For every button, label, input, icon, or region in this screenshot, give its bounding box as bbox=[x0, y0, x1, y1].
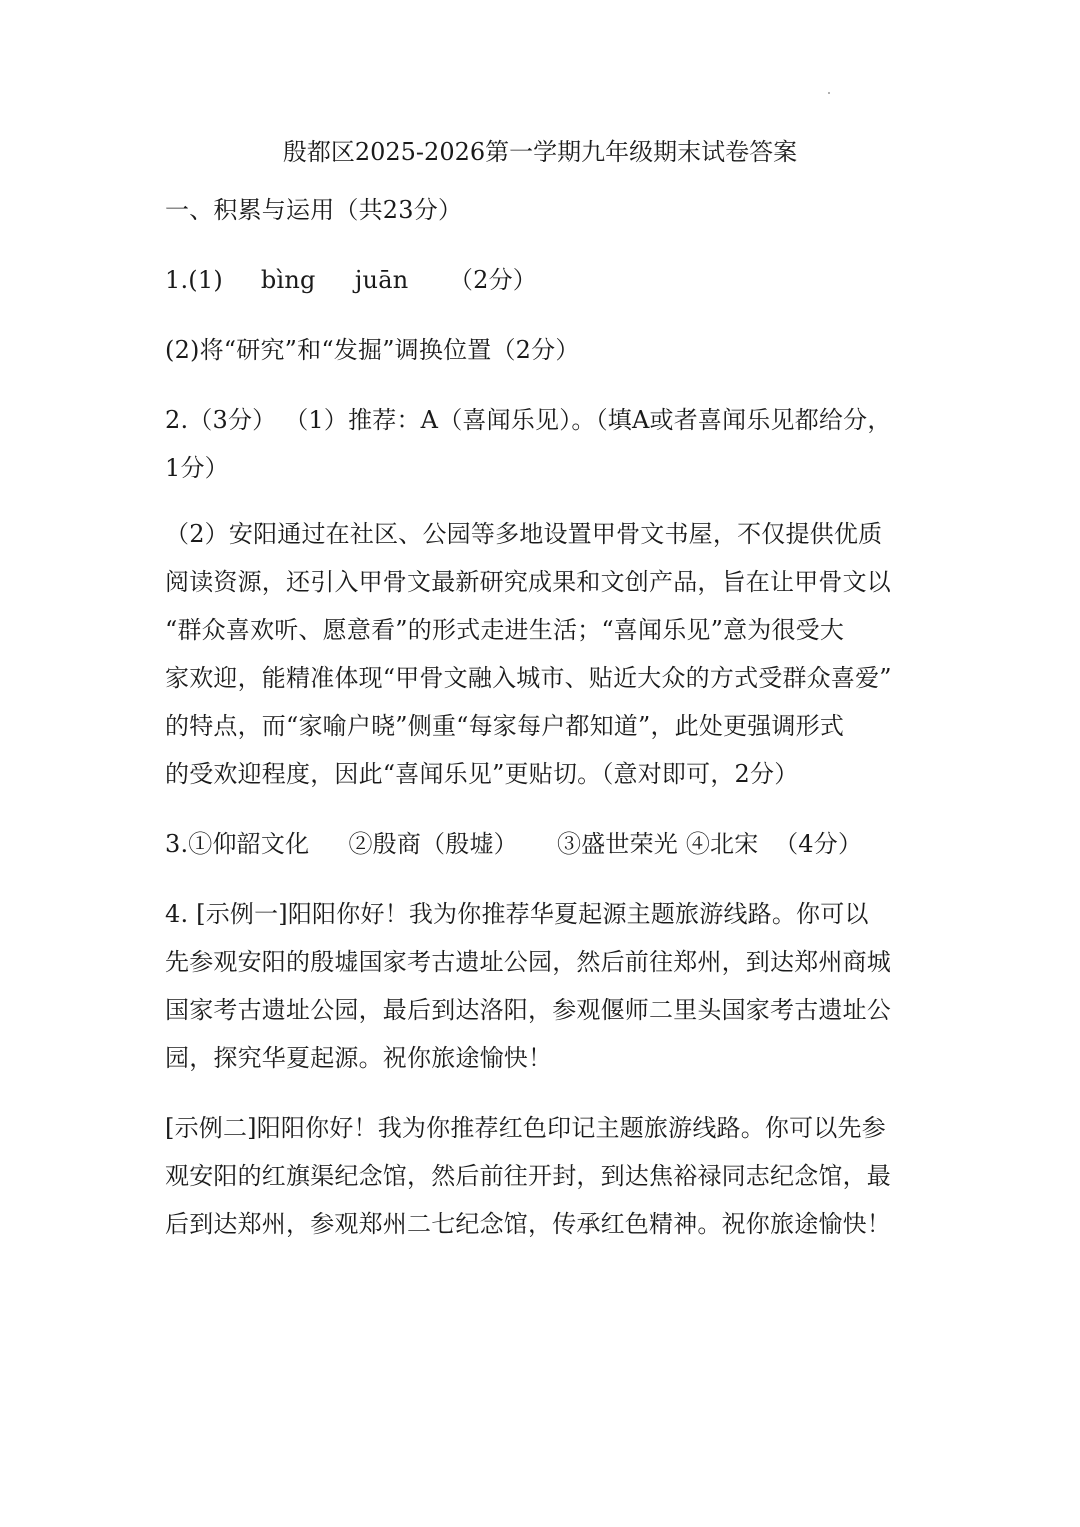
pinyin-answer-1: bìng bbox=[260, 266, 316, 294]
paragraph-line: 的特点，而“家喻户晓”侧重“每家每户都知道”，此处更强调形式 bbox=[165, 712, 845, 740]
q4-example2 bbox=[165, 1104, 920, 1248]
paragraph-line: 后到达郑州，参观郑州二七纪念馆，传承红色精神。祝你旅途愉快！ bbox=[165, 1210, 891, 1238]
scan-speck bbox=[828, 92, 830, 94]
q1-part2: (2)将“研究”和“发掘”调换位置（2分） bbox=[165, 336, 580, 364]
q2-part2-paragraph bbox=[165, 510, 920, 798]
paragraph-line: 园，探究华夏起源。祝你旅途愉快！ bbox=[165, 1044, 553, 1072]
paragraph-line: 阅读资源，还引入甲骨文最新研究成果和文创产品，旨在让甲骨文以 bbox=[165, 568, 891, 596]
paragraph-line: [示例二]阳阳你好！我为你推荐红色印记主题旅游线路。你可以先参 bbox=[165, 1114, 886, 1142]
q1-part1 bbox=[165, 256, 920, 304]
paragraph-line: 国家考古遗址公园，最后到达洛阳，参观偃师二里头国家考古遗址公 bbox=[165, 996, 891, 1024]
section-heading: 一、积累与运用（共23分） bbox=[165, 196, 463, 224]
page-title: 殷都区2025-2026第一学期九年级期末试卷答案 bbox=[282, 138, 798, 166]
q2-line1: 2.（3分） （1）推荐：A（喜闻乐见）。（填A或者喜闻乐见都给分， bbox=[165, 406, 892, 434]
q1-score: （2分） bbox=[448, 266, 537, 294]
paragraph-line: 观安阳的红旗渠纪念馆，然后前往开封，到达焦裕禄同志纪念馆，最 bbox=[165, 1162, 891, 1190]
answer-content bbox=[165, 186, 920, 1248]
paragraph-line: 的受欢迎程度，因此“喜闻乐见”更贴切。（意对即可，2分） bbox=[165, 760, 799, 788]
q3-answer: 3.①仰韶文化 ②殷商（殷墟） ③盛世荣光 ④北宋 （4分） bbox=[165, 830, 863, 858]
paragraph-line: 4. [示例一]阳阳你好！我为你推荐华夏起源主题旅游线路。你可以 bbox=[165, 900, 869, 928]
paragraph-line: 家欢迎，能精准体现“甲骨文融入城市、贴近大众的方式受群众喜爱” bbox=[165, 664, 892, 692]
paragraph-line: 先参观安阳的殷墟国家考古遗址公园，然后前往郑州，到达郑州商城 bbox=[165, 948, 891, 976]
q1-label: 1.(1) bbox=[165, 266, 223, 294]
q4-example1 bbox=[165, 890, 920, 1082]
paragraph-line: “群众喜欢听、愿意看”的形式走进生活；“喜闻乐见”意为很受大 bbox=[165, 616, 845, 644]
pinyin-answer-2: juān bbox=[354, 266, 409, 294]
q2-line2: 1分） bbox=[165, 454, 229, 482]
paragraph-line: （2）安阳通过在社区、公园等多地设置甲骨文书屋，不仅提供优质 bbox=[165, 520, 883, 548]
